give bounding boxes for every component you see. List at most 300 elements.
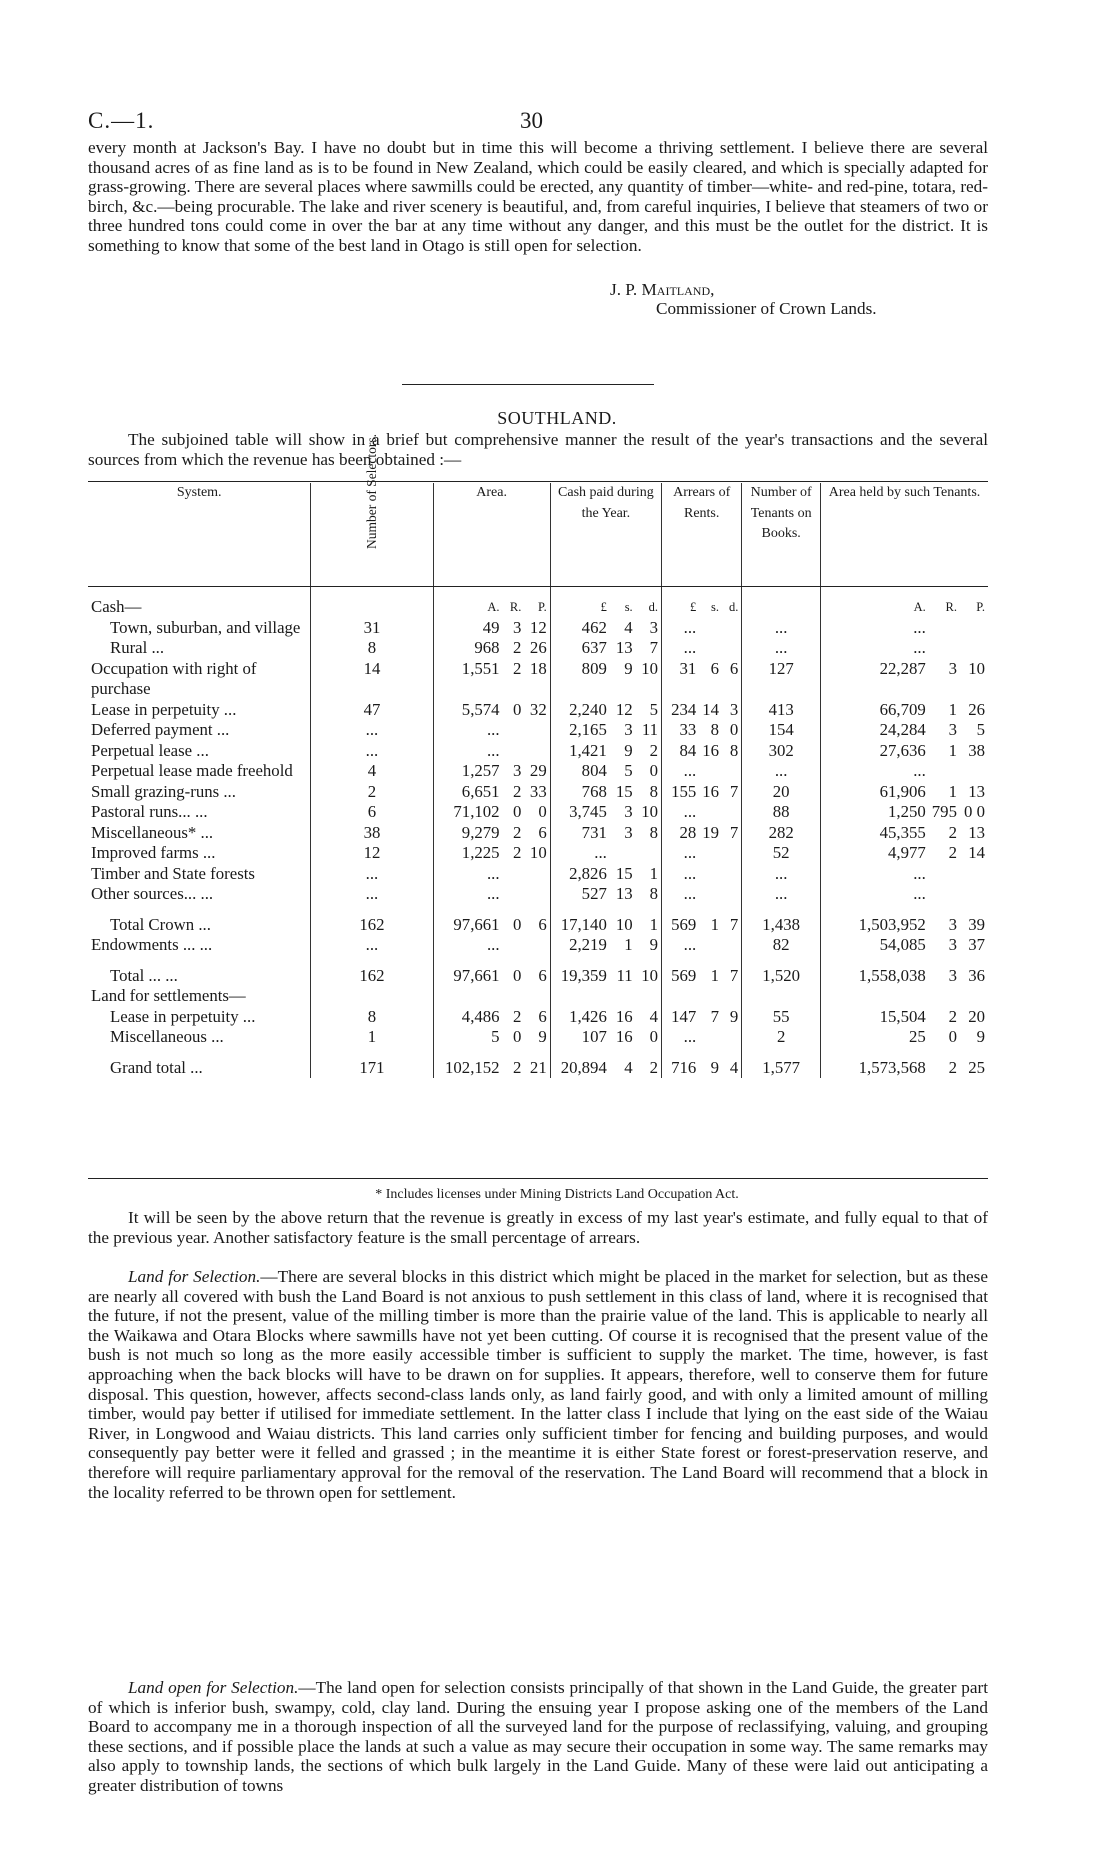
cell-ap: ... [683,802,697,821]
cell-a: ... [486,935,500,954]
cell-r [503,884,525,905]
cell-ap: 569 [671,965,697,985]
cell-as: 9 [710,1057,720,1077]
table-footnote: * Includes licenses under Mining Districts Land Occupation Act. [375,1187,739,1202]
cell-r: 3 [512,617,522,637]
cell-ap: ... [683,617,697,637]
row-label: Grand total ... [88,1058,311,1079]
cell-hp: 10 [968,658,985,678]
cell-cp: 1,421 [569,740,607,760]
cell-p: 6 [524,966,550,987]
cell-hr [929,884,960,905]
table-row [88,659,988,700]
cell-cd: 10 [636,802,662,823]
cell-cs: 13 [615,638,633,657]
cell-hr [929,761,960,782]
cell-cd: 8 [636,782,662,803]
cell-hr: 795 [931,802,957,821]
cell-hr: 1 [948,781,957,801]
cell-hp: 39 [968,914,985,934]
cell-ha: 66,709 [879,699,926,719]
cell-sel: 6 [311,802,433,823]
cell-sel: 38 [311,823,433,844]
cell-a: 97,661 [453,914,500,934]
cell-cs: 12 [615,699,633,719]
cell-ha: ... [913,638,926,657]
cell-p: 9 [524,1027,550,1048]
cell-hp: 36 [968,965,985,985]
cell-hr: 2 [948,822,957,842]
cell-r: 0 [512,914,522,934]
cell-ap: 155 [671,781,697,801]
table-row [88,638,988,659]
cell-a: 49 [482,617,500,637]
cell-as: 14 [702,699,720,719]
cell-cp: 17,140 [560,914,607,934]
cell-r: 0 [512,802,522,821]
cell-ad: 7 [722,915,742,936]
cell-a: 5,574 [461,699,500,719]
cell-ten: 2 [742,1027,821,1048]
cell-as [699,935,722,956]
cell-ap: ... [683,863,697,883]
cell-ad [722,802,742,823]
cell-r: 2 [512,1006,522,1026]
cell-r: 2 [512,822,522,842]
cell-ha: 27,636 [879,740,926,760]
cell-r: 3 [512,761,522,780]
cell-hr: 2 [948,843,957,862]
cell-sel: 171 [311,1058,433,1079]
cell-cp: 107 [581,1027,607,1046]
cell-as: 7 [710,1006,720,1026]
cell-cs: 16 [615,1006,633,1026]
cell-cd: 2 [636,741,662,762]
cell-p: 6 [524,1007,550,1028]
cell-cs: 4 [624,1057,633,1077]
table-row [88,700,988,721]
cell-a: 97,661 [453,965,500,985]
cell-hr [929,864,960,885]
cell-ap: 84 [679,740,697,760]
cell-cd: 8 [636,884,662,905]
cell-cs: 1 [624,935,633,954]
cell-ha: 61,906 [879,781,926,801]
cell-cs: 15 [615,781,633,801]
cell-ad [722,843,742,864]
cell-hr: 1 [948,699,957,719]
cell-hp: 37 [968,935,985,954]
table-row [88,915,988,936]
cell-sel: 8 [311,1007,433,1028]
cell-cp: 462 [581,617,607,637]
cell-ad: 0 [722,720,742,741]
cell-p [524,741,550,762]
cell-sel: ... [311,741,433,762]
cell-r: 2 [512,638,522,657]
cell-hp [960,618,988,639]
cell-cd: 3 [636,618,662,639]
cell-as [699,618,722,639]
cell-p: 18 [524,659,550,700]
cell-a: ... [486,740,500,760]
table-row [88,618,988,639]
cell-hp: 26 [968,699,985,719]
cell-cp: 2,165 [569,720,607,739]
cell-ap: ... [683,1027,697,1046]
cell-cd: 2 [636,1058,662,1079]
cell-as [699,864,722,885]
table-row: Cash— A. R. P. £ s. d. £ s. d. A. R. P. [88,597,988,618]
cell-a: 968 [474,638,500,657]
cell-ten: 20 [742,782,821,803]
cell-cs: 3 [624,802,633,821]
cell-r: 0 [512,965,522,985]
table-row [88,1058,988,1079]
cell-cd: 11 [636,720,662,741]
row-label: Perpetual lease made freehold [88,761,311,782]
cell-cp: 19,359 [560,965,607,985]
cell-ha: ... [913,884,926,903]
cell-r: 2 [512,658,522,678]
cell-r [503,864,525,885]
document-reference: C.—1. [88,108,155,133]
cell-ap: ... [683,884,697,903]
cell-p [524,935,550,956]
table-intro: The subjoined table will show in a brief but comprehensive manner the result of the year's transactions and the several sources from which the revenue has been obtained :— [88,430,988,469]
cell-p: 10 [524,843,550,864]
cell-hr: 3 [948,965,957,985]
cell-hr: 3 [948,720,957,739]
cash-group-label: Cash— [88,597,311,618]
cell-cs: 4 [624,617,633,637]
cell-ap: 33 [679,720,697,739]
row-label: Miscellaneous* ... [88,823,311,844]
cell-ad: 7 [722,966,742,987]
cell-p: 32 [524,700,550,721]
cell-sel: 47 [311,700,433,721]
cell-hr: 3 [948,658,957,678]
cell-as: 6 [710,658,720,678]
cell-ad [722,638,742,659]
cell-cp: 731 [581,822,607,842]
cell-p: 29 [524,761,550,782]
cell-hp: 25 [968,1057,985,1077]
header-cash: Cash paid during the Year. [550,483,661,587]
cell-cs: 9 [624,658,633,678]
cell-cd: 1 [636,915,662,936]
cell-sel: ... [311,884,433,905]
cell-as [699,884,722,905]
cell-cs: 11 [616,965,633,985]
cell-sel: 162 [311,966,433,987]
cell-cs: 5 [624,761,633,780]
cell-cd: 7 [636,638,662,659]
cell-as [699,638,722,659]
cell-a: 5 [491,1027,500,1046]
cell-ha: 1,558,038 [858,965,926,985]
cell-ten: 55 [742,1007,821,1028]
header-tenants: Number of Tenants on Books. [742,483,821,587]
table-row [88,884,988,905]
cell-hr: 3 [948,914,957,934]
cell-ten: ... [742,638,821,659]
cell-cp: 20,894 [560,1057,607,1077]
cell-ha: 15,504 [879,1006,926,1026]
cell-ad: 4 [722,1058,742,1079]
cell-p: 33 [524,782,550,803]
cell-ten: ... [742,884,821,905]
cell-cp: 2,219 [569,935,607,954]
cell-ten: 302 [742,741,821,762]
cell-ha: 24,284 [879,720,926,739]
cell-as: 16 [702,781,720,801]
cell-cd: 5 [636,700,662,721]
table-row [88,935,988,956]
table-row [88,966,988,987]
cell-sel: ... [311,720,433,741]
cell-a: ... [486,863,500,883]
cell-ap: 28 [679,822,697,842]
table-row [88,823,988,844]
header-area: Area. [433,483,550,587]
cell-cp: 1,426 [569,1006,607,1026]
header-area-held: Area held by such Tenants. [821,483,988,587]
cell-a: 1,225 [461,843,500,862]
cell-cp: 768 [581,781,607,801]
cell-ten: 413 [742,700,821,721]
cell-ten: 82 [742,935,821,956]
cell-ap: ... [683,761,697,780]
row-label: Other sources... ... [88,884,311,905]
cell-ten: ... [742,618,821,639]
cell-sel: ... [311,864,433,885]
cell-ad [722,618,742,639]
signature-title: Commissioner of Crown Lands. [656,299,877,318]
cell-hp [960,761,988,782]
cell-cd: 4 [636,1007,662,1028]
header-selectors: Number of Selectors. [311,483,433,587]
table-row [88,864,988,885]
cell-sel: 12 [311,843,433,864]
cell-ap: ... [683,638,697,657]
group-label: Land for settlements— [88,986,311,1007]
header-arrears: Arrears of Rents. [662,483,742,587]
cell-ap: ... [683,843,697,862]
cell-cd [636,843,662,864]
cell-hp: 13 [968,781,985,801]
cell-ha: 25 [909,1027,926,1046]
cell-as [699,802,722,823]
page-number: 30 [520,108,543,133]
cell-ha: 1,573,568 [858,1057,926,1077]
cell-ad [722,864,742,885]
cell-hp: 5 [976,720,985,739]
table-row [88,1027,988,1048]
cell-cs: 10 [615,914,633,934]
cell-r [503,720,525,741]
cell-ten: ... [742,864,821,885]
header-system: System. [88,483,311,587]
cell-ad [722,1027,742,1048]
cell-hp: 0 0 [964,802,985,821]
cell-ad [722,761,742,782]
cell-ha: ... [913,617,926,637]
cell-cs: 3 [624,720,633,739]
cell-r [503,935,525,956]
cell-ap: 569 [671,914,697,934]
cell-sel: 31 [311,618,433,639]
table-row [88,1007,988,1028]
cell-ad: 7 [722,823,742,844]
cell-hp [960,884,988,905]
row-label: Timber and State forests [88,864,311,885]
cell-cs: 15 [615,863,633,883]
cell-as: 1 [710,914,720,934]
cell-p [524,720,550,741]
row-label: Perpetual lease ... [88,741,311,762]
row-label: Endowments ... ... [88,935,311,956]
row-label: Miscellaneous ... [88,1027,311,1048]
cell-hp: 14 [968,843,985,862]
cell-ten: 1,438 [742,915,821,936]
cell-ad: 6 [722,659,742,700]
cell-as [699,1027,722,1048]
cell-hr: 0 [948,1027,957,1046]
cell-p: 6 [524,823,550,844]
cell-a: 6,651 [461,781,500,801]
cell-ad: 7 [722,782,742,803]
heading-land-open: Land open for Selection. [128,1678,299,1697]
cell-hr [929,618,960,639]
row-label: Deferred payment ... [88,720,311,741]
cell-sel: 162 [311,915,433,936]
cell-ad: 9 [722,1007,742,1028]
cell-cd: 10 [636,966,662,987]
cell-ten: 282 [742,823,821,844]
paragraph-land-for-selection: Land for Selection.—There are several blocks in this district which might be placed in the market for selection, but as these are nearly all covered with bush the Land Board is not anxious to push settlement in this class of land, where it is recognised that the future, if not the present, value of the milling timber is more than the prairie value of the land. This is applicable to nearly all the Waikawa and Otara Blocks where sawmills have not yet been cutting. Of course it is recognised that the present value of the bush is not much so long as the more easily accessible timber is sufficient to supply the market. The time, however, is fast approaching when the back blocks will have to be drawn on for supplies. It appears, therefore, well to conserve them for future disposal. This question, however, affects second-class lands only, as land fairly good, and with only a limited amount of milling timber, would pay better if utilised for immediate settlement. In the latter class I include that lying on the east side of the Waiau River, in Longwood and Waiau districts. This land carries only sufficient timber for fencing and building purposes, and would consequently pay better were it felled and grassed ; in the meantime it is either State forest or forest-preservation reserve, and therefore will require parliamentary approval for the removal of the reservation. The Land Board will recommend that a block in the locality referred to be thrown open for settlement. [88,1267,988,1502]
cell-ha: ... [913,863,926,883]
cell-ad: 8 [722,741,742,762]
cell-cp: 804 [581,761,607,780]
table-bottom-rule [88,1178,988,1179]
cell-r: 2 [512,1057,522,1077]
cell-a: 1,257 [461,761,500,780]
section-title: SOUTHLAND. [497,408,617,428]
cell-a: 1,551 [461,658,500,678]
cell-ten: ... [742,761,821,782]
table-row [88,720,988,741]
cell-a: ... [486,720,500,739]
cell-ten: 154 [742,720,821,741]
cell-cp: 809 [581,658,607,678]
cell-cd: 0 [636,1027,662,1048]
cell-cp: 527 [581,884,607,903]
row-label: Total ... ... [88,966,311,987]
cell-p: 21 [524,1058,550,1079]
row-label: Occupation with right of purchase [88,659,311,700]
cell-r: 0 [512,699,522,719]
cell-a: 71,102 [453,802,500,821]
table-row [88,741,988,762]
cell-a: 102,152 [445,1057,500,1077]
paragraph-land-open: Land open for Selection.—The land open for selection consists principally of that shown in the Land Guide, the greater part of which is inferior bush, swampy, cold, clay land. During the ensuing year I propose asking one of the members of the Land Board to accompany me in a thorough inspection of all the surveyed land for the purpose of reclassifying, valuing, and grouping these sections, and if possible place the lands at such a value as may secure their occupation in some way. The same remarks may also apply to township lands, the sections of which bulk largely in the Land Guide. Many of these were laid out anticipating a greater distribution of towns [88,1678,988,1795]
cell-cp: 3,745 [569,802,607,821]
row-label: Town, suburban, and village [88,618,311,639]
cell-ad [722,935,742,956]
table-group-row [88,986,988,1007]
cell-cp: ... [594,843,607,862]
cell-p: 26 [524,638,550,659]
cell-hp [960,864,988,885]
heading-land-for-selection: Land for Selection. [128,1267,261,1286]
cell-ha: 1,250 [888,802,926,821]
cell-ap: ... [683,935,697,954]
cell-p [524,864,550,885]
cell-sel: 8 [311,638,433,659]
cell-cs [610,843,636,864]
cell-cp: 637 [581,638,607,657]
cell-hr: 1 [948,740,957,760]
cell-p: 0 [524,802,550,823]
cell-cd: 9 [636,935,662,956]
cell-as [699,843,722,864]
cell-r [503,741,525,762]
cell-ten: 88 [742,802,821,823]
cell-ten: 52 [742,843,821,864]
cell-a: 4,486 [461,1006,500,1026]
cell-ad [722,884,742,905]
table-top-rule [88,481,988,482]
cell-hp: 38 [968,740,985,760]
cell-ap: 716 [671,1057,697,1077]
row-label: Rural ... [88,638,311,659]
cell-ha: 4,977 [888,843,926,862]
cell-ten: 1,577 [742,1058,821,1079]
row-label: Lease in perpetuity ... [88,1007,311,1028]
intro-paragraph: every month at Jackson's Bay. I have no doubt but in time this will become a thriving settlement. I believe there are several thousand acres of as fine land as is to be found in New Zealand, which could be easily cleared, and which is specially adapted for grass-growing. There are several places where sawmills could be erected, any quantity of timber—white- and red-pine, totara, red-birch, &c.—being procurable. The lake and river scenery is beautiful, and, from careful inquiries, I believe that steamers of two or three hundred tons could come in over the bar at any time without any danger, and this must be the outlet for the district. It is something to know that some of the best land in Otago is still open for selection. [88,138,988,255]
cell-cs: 9 [624,740,633,760]
cell-ap: 234 [671,699,697,719]
cell-cs: 16 [615,1027,633,1046]
cell-cd: 0 [636,761,662,782]
cell-hr: 3 [948,935,957,954]
cell-cs: 13 [615,884,633,903]
paragraph-revenue: It will be seen by the above return that the revenue is greatly in excess of my last year's estimate, and fully equal to that of the previous year. Another satisfactory feature is the small percentage of arrears. [88,1208,988,1247]
cell-sel: 2 [311,782,433,803]
cell-as: 19 [702,822,720,842]
cell-cs: 3 [624,822,633,842]
cell-ten: 127 [742,659,821,700]
cell-sel: 4 [311,761,433,782]
cell-r: 2 [512,843,522,862]
table-row [88,761,988,782]
table-row [88,843,988,864]
cell-ad: 3 [722,700,742,721]
table-header-row [88,483,988,587]
row-label: Small grazing-runs ... [88,782,311,803]
cell-cd: 8 [636,823,662,844]
cell-ha: ... [913,761,926,780]
cell-cd: 10 [636,659,662,700]
table-row [88,782,988,803]
cell-a: 9,279 [461,822,500,842]
cell-p [524,884,550,905]
cell-hr: 2 [948,1057,957,1077]
cell-ha: 1,503,952 [858,914,926,934]
cell-p: 6 [524,915,550,936]
cell-as [699,761,722,782]
